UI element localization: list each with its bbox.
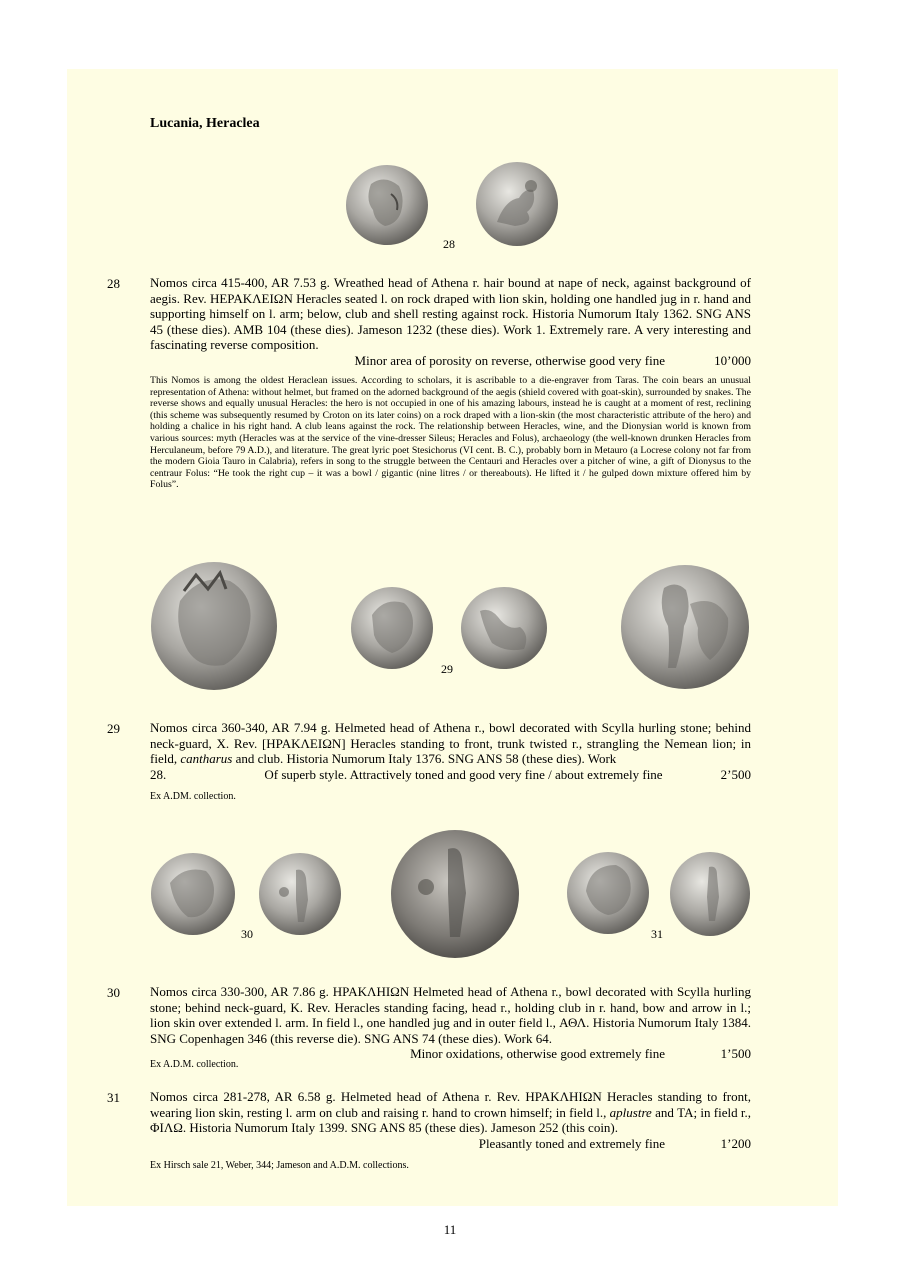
lot-31-description-block (150, 1089, 751, 1151)
lot-31-description-part: and ΤΑ; in field r., ΦΙΛΩ. Historia Numorum Italy 1399. SNG ANS 85 (these dies). Jameson 252 (this coin). (150, 1104, 751, 1136)
lot-30-description-block (150, 984, 751, 1062)
lot-29-number: 29 (107, 721, 120, 736)
lot-29-grade: Of superb style. Attractively toned and good very fine / about extremely fine (264, 766, 663, 782)
lot-29-description-part: Nomos circa 360-340, AR 7.94 g. Helmeted head of Athena r., bowl decorated with Scylla hurling stone; behind neck-guard, X. Rev. [ΗΡΑΚΛΕΙΩΝ] Heracles standing to front, trunk twisted r., strangling the Nemean lion; in field, (150, 720, 751, 767)
lot-29-description-tail: 28. (150, 766, 167, 782)
lot-29-obverse-enlarged-coin-image (150, 561, 278, 692)
lot-29-grade-line (150, 767, 751, 783)
lot-31-figure-number: 31 (651, 927, 663, 941)
lot-31-reverse-coin-image (669, 851, 751, 937)
lot-29-description (150, 720, 751, 767)
lot-29-provenance: Ex A.DM. collection. (150, 791, 236, 802)
lot-28-obverse-coin-image (345, 164, 429, 246)
lot-29-reverse-enlarged-coin-image (620, 564, 750, 690)
lot-29-description-block (150, 720, 751, 782)
lot-31-grade-line (150, 1136, 751, 1152)
lot-30-obverse-coin-image (150, 853, 236, 936)
lot-31-provenance: Ex Hirsch sale 21, Weber, 344; Jameson and A.D.M. collections. (150, 1160, 409, 1171)
lot-29-description-italic: cantharus (180, 751, 233, 767)
lot-31-number: 31 (107, 1090, 120, 1105)
lot-31-price: 1’200 (720, 1135, 751, 1151)
page-number: 11 (443, 1222, 457, 1237)
lot-31-obverse-coin-image (566, 851, 650, 935)
lot-28-reverse-coin-image (475, 160, 560, 247)
lot-29-figure-number: 29 (441, 662, 453, 676)
lot-30-reverse-enlarged-coin-image (390, 829, 520, 959)
lot-31-description-part: Nomos circa 281-278, AR 6.58 g. Helmeted head of Athena r. Rev. ΗΡΑΚΛΗΙΩΝ Heracles standing to front, wearing lion skin, resting l. arm on club and raising r. hand to crown himself; in field l., (150, 1089, 751, 1120)
lot-30-price: 1’500 (720, 1046, 751, 1062)
lot-28-grade: Minor area of porosity on reverse, otherwise good very fine (354, 352, 665, 368)
lot-28-note: This Nomos is among the oldest Heraclean issues. According to scholars, it is ascribable to a die-engraver from Taras. The coin bears an unusual representation of Athena: without helmet, but framed on the adorned background of the aegis (shield covered with goat-skin), surrounded by snakes. The reverse shows and equally unusual Heracles: the hero is not occupied in one of his amazing labours, instead he is caught at a moment of rest, reclining (this scheme was subsequently resumed by Croton on its later coins) on a rock draped with a lion-skin (the most characteristic attribute of the hero) and holding a chalice in his right hand. A club leans against the rock. The relationship between Heracles, wine, and the Dionysian world is known from various sources: myth (Heracles was at the service of the vine-dresser Sileus; Heracles and Folus), archaeology (the well-known drunken Heracles from Herculaneum, before 79 A.D.), and literature. The great lyric poet Stesichorus (VI cent. B. C.), probably born in Metauro (a Locrese colony not far from the modern Gioia Tauro in Calabria), refers in song to the struggle between the Centauri and Heracles over a pitcher of wine, a gift of Dionysus to the centraur Folus: “He took the right cup – it was a bowl / gigantic (nine litres / or thereabouts). He lifted it / he gulped down mixture offered him by Folus”. (150, 375, 751, 491)
lot-28-figure-number: 28 (443, 237, 455, 251)
lot-29-price: 2’500 (720, 766, 751, 782)
lot-31-grade: Pleasantly toned and extremely fine (478, 1135, 665, 1151)
lot-30-provenance: Ex A.D.M. collection. (150, 1059, 239, 1070)
lot-29-obverse-coin-image (350, 587, 434, 670)
lot-29-description-part: and club. Historia Numorum Italy 1376. SNG ANS 58 (these dies). Work (232, 751, 617, 767)
lot-30-grade-line (150, 1046, 751, 1062)
lot-30-reverse-coin-image (258, 852, 343, 937)
lot-30-number: 30 (107, 985, 120, 1000)
lot-28-grade-line (150, 353, 751, 369)
lot-30-grade: Minor oxidations, otherwise good extremely fine (410, 1046, 665, 1062)
lot-28-description: Nomos circa 415-400, AR 7.53 g. Wreathed head of Athena r. hair bound at nape of neck, against background of aegis. Rev. ΗΕΡΑΚΛΕΙΩΝ Heracles seated l. on rock draped with lion skin, holding one handled jug in r. hand and supporting himself on l. arm; below, club and shell resting against rock. Historia Numorum Italy 1362. SNG ANS 45 (these dies). AMB 104 (these dies). Jameson 1232 (these dies). Work 1. Extremely rare. A very interesting and fascinating reverse composition. (150, 275, 751, 353)
lot-29-reverse-coin-image (460, 587, 548, 670)
lot-28-description-block (150, 275, 751, 369)
lot-31-description (150, 1089, 751, 1136)
section-title: Lucania, Heraclea (150, 116, 260, 131)
lot-28-price: 10’000 (714, 352, 751, 368)
lot-31-description-italic: aplustre (609, 1104, 652, 1120)
lot-30-description: Nomos circa 330-300, AR 7.86 g. ΗΡΑΚΛΗΙΩΝ Helmeted head of Athena r., bowl decorated with Scylla hurling stone; behind neck-guard, K. Rev. Heracles standing facing, head r., holding club in r. hand, bow and arrow in l.; lion skin over extended l. arm. In field l., one handled jug and in outer field l., ΑΘΛ. Historia Numorum Italy 1384. SNG Copenhagen 346 (this reverse die). SNG ANS 74 (these dies). Work 64. (150, 984, 751, 1046)
lot-30-figure-number: 30 (241, 927, 253, 941)
lot-28-number: 28 (107, 276, 120, 291)
